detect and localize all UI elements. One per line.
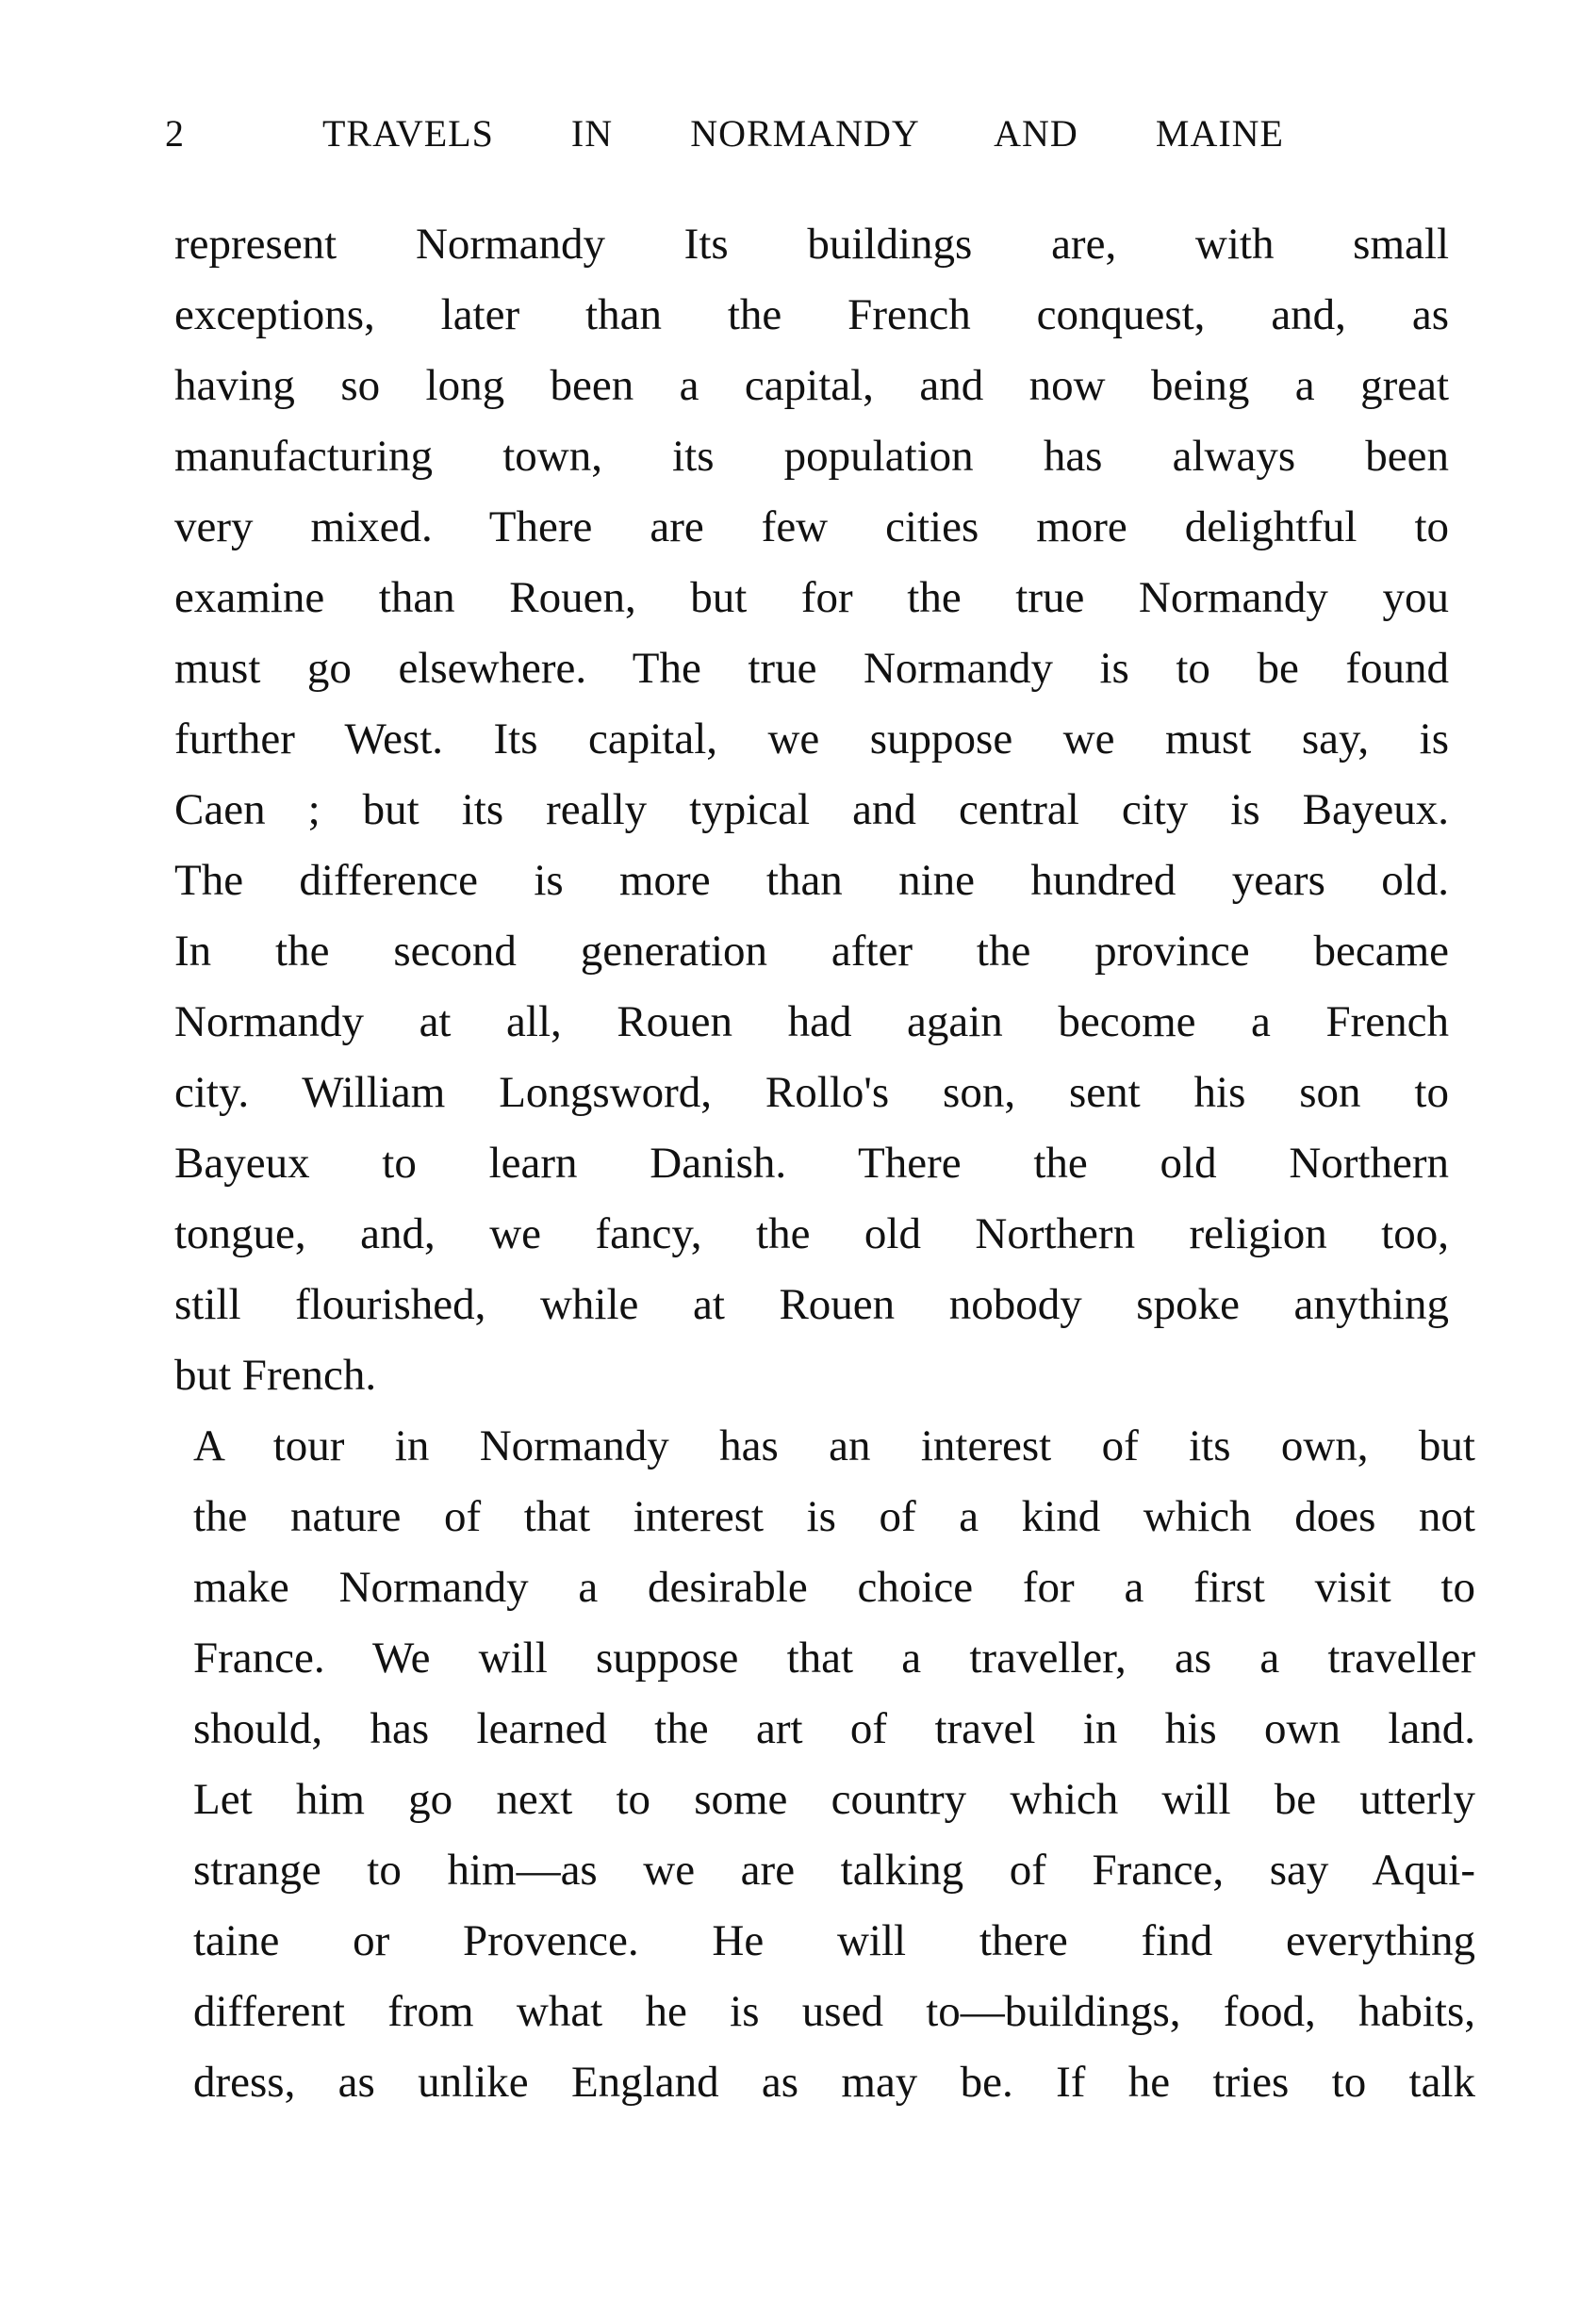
text-line: dress, as unlike England as may be. If he tries to talk xyxy=(193,2058,1475,2107)
text-line: The difference is more than nine hundred years old. xyxy=(174,856,1449,905)
page-number: 2 xyxy=(165,112,184,155)
text-line: further West. Its capital, we suppose we must say, is xyxy=(174,714,1449,764)
text-line: should, has learned the art of travel in his own land. xyxy=(193,1704,1475,1753)
text-line: Caen ; but its really typical and central city is Bayeux. xyxy=(174,785,1449,834)
text-line: Let him go next to some country which will be utterly xyxy=(193,1775,1475,1824)
text-line: In the second generation after the province became xyxy=(174,927,1449,976)
text-line: tongue, and, we fancy, the old Northern religion too, xyxy=(174,1209,1449,1258)
text-line: having so long been a capital, and now being a great xyxy=(174,361,1449,410)
paragraph-2 xyxy=(193,1411,1475,2118)
text-line: different from what he is used to—buildings, food, habits, xyxy=(193,1987,1475,2036)
text-line: the nature of that interest is of a kind which does not xyxy=(193,1492,1475,1541)
text-line: still flourished, while at Rouen nobody spoke anything xyxy=(174,1280,1449,1329)
text-line: examine than Rouen, but for the true Normandy you xyxy=(174,573,1449,622)
text-line: France. We will suppose that a traveller, as a traveller xyxy=(193,1634,1475,1683)
text-line: city. William Longsword, Rollo's son, sent his son to xyxy=(174,1068,1449,1117)
text-line: must go elsewhere. The true Normandy is to be found xyxy=(174,644,1449,693)
text-line: A tour in Normandy has an interest of its own, but xyxy=(193,1421,1475,1470)
text-line: exceptions, later than the French conquest, and, as xyxy=(174,290,1449,339)
text-line: manufacturing town, its population has always been xyxy=(174,432,1449,481)
text-line: Bayeux to learn Danish. There the old Northern xyxy=(174,1139,1449,1188)
text-line: taine or Provence. He will there find everything xyxy=(193,1916,1475,1965)
paragraph-1 xyxy=(174,209,1449,1411)
text-line: Normandy at all, Rouen had again become a French xyxy=(174,997,1449,1046)
text-line: but French. xyxy=(174,1351,377,1400)
text-line: very mixed. There are few cities more delightful to xyxy=(174,502,1449,551)
text-line: represent Normandy Its buildings are, with small xyxy=(174,220,1449,269)
text-line: strange to him—as we are talking of France, say Aqui- xyxy=(193,1846,1475,1895)
running-title: TRAVELS IN NORMANDY AND MAINE xyxy=(322,112,1284,155)
text-line: make Normandy a desirable choice for a first visit to xyxy=(193,1563,1475,1612)
